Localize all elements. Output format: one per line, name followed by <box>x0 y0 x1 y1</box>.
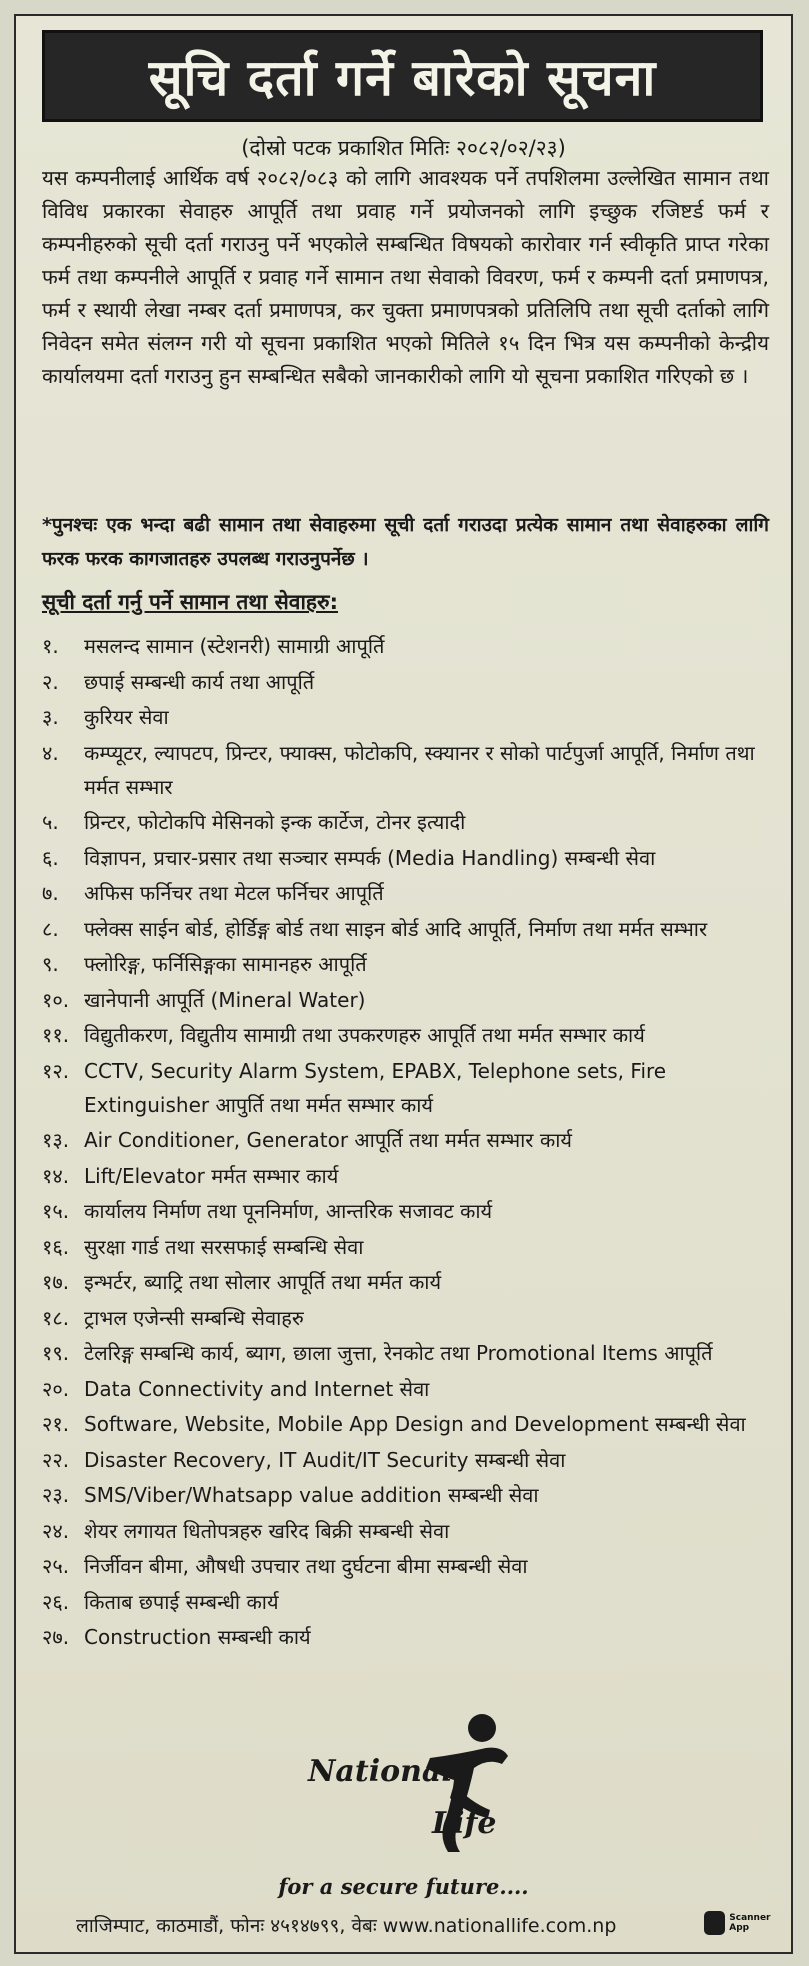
item-number: १. <box>42 634 59 658</box>
notice-page <box>14 14 793 1954</box>
item-text: किताब छपाई सम्बन्धी कार्य <box>84 1589 279 1614</box>
item-text: टेलरिङ्ग सम्बन्धि कार्य, ब्याग, छाला जुत्ता, रेनकोट तथा Promotional Items आपूर्ति <box>84 1341 713 1365</box>
item-number: ८. <box>42 916 59 941</box>
item-number: २. <box>42 669 59 694</box>
list-item <box>42 1514 769 1548</box>
item-text: Disaster Recovery, IT Audit/IT Security सम्बन्धी सेवा <box>84 1447 566 1472</box>
item-number: २६. <box>42 1589 70 1614</box>
scanner-app-icon <box>704 1911 725 1935</box>
item-text: शेयर लगायत धितोपत्रहरु खरिद बिक्री सम्बन्धी सेवा <box>84 1518 450 1543</box>
item-text: फ्लोरिङ्ग, फर्निसिङ्गका सामानहरु आपूर्ति <box>84 952 367 976</box>
list-item <box>42 700 769 734</box>
item-text: फ्लेक्स साईन बोर्ड, होर्डिङ्ग बोर्ड तथा साइन बोर्ड आदि आपूर्ति, निर्माण तथा मर्मत सम्भार <box>84 916 708 941</box>
item-number: ५. <box>42 810 59 834</box>
list-item <box>42 1194 769 1228</box>
item-number: २०. <box>42 1376 70 1401</box>
item-text: SMS/Viber/Whatsapp value addition सम्बन्धी सेवा <box>84 1483 539 1507</box>
item-text: अफिस फर्निचर तथा मेटल फर्निचर आपूर्ति <box>84 881 384 905</box>
list-item <box>42 912 769 946</box>
list-item <box>42 805 769 839</box>
list-item <box>42 665 769 699</box>
item-text: कुरियर सेवा <box>84 705 169 729</box>
item-number: ७. <box>42 881 59 905</box>
list-item <box>42 1123 769 1157</box>
list-item <box>42 1549 769 1583</box>
list-item <box>42 1018 769 1052</box>
item-number: १६. <box>42 1234 70 1259</box>
item-number: २३. <box>42 1483 70 1507</box>
list-item <box>42 841 769 875</box>
tagline: for a secure future.... <box>278 1874 529 1899</box>
item-text: छपाई सम्बन्धी कार्य तथा आपूर्ति <box>84 669 315 694</box>
logo-word-national: National <box>308 1754 453 1789</box>
publish-date: (दोस्रो पटक प्रकाशित मितिः २०८२/०२/२३) <box>241 136 566 160</box>
item-text: Data Connectivity and Internet सेवा <box>84 1376 430 1401</box>
item-number: १९. <box>42 1341 70 1365</box>
list-item <box>42 1443 769 1477</box>
list-item <box>42 736 769 804</box>
list-item <box>42 983 769 1017</box>
item-number: १०. <box>42 987 70 1012</box>
item-number: १२. <box>42 1058 70 1083</box>
item-number: १५. <box>42 1199 70 1223</box>
list-item <box>42 1407 769 1441</box>
item-text: विज्ञापन, प्रचार-प्रसार तथा सञ्चार सम्पर्क (Media Handling) सम्बन्धी सेवा <box>84 845 656 870</box>
item-number: ११. <box>42 1023 70 1047</box>
notice-title: सूचि दर्ता गर्ने बारेको सूचना <box>148 49 657 107</box>
item-number: ४. <box>42 740 59 765</box>
list-item <box>42 876 769 910</box>
item-number: ३. <box>42 705 59 729</box>
items-list <box>42 629 769 1656</box>
list-item <box>42 1372 769 1406</box>
list-item <box>42 1478 769 1512</box>
item-number: १४. <box>42 1163 70 1188</box>
item-text: सुरक्षा गार्ड तथा सरसफाई सम्बन्धि सेवा <box>84 1234 364 1259</box>
list-item <box>42 1620 769 1654</box>
item-text: खानेपानी आपूर्ति (Mineral Water) <box>84 987 366 1012</box>
item-text: कार्यालय निर्माण तथा पूननिर्माण, आन्तरिक सजावट कार्य <box>84 1199 493 1223</box>
item-number: २७. <box>42 1625 70 1649</box>
item-number: १३. <box>42 1128 70 1152</box>
list-item <box>42 947 769 981</box>
item-text: Construction सम्बन्धी कार्य <box>84 1625 311 1649</box>
item-text: Software, Website, Mobile App Design and Development सम्बन्धी सेवा <box>84 1412 746 1436</box>
item-text: CCTV, Security Alarm System, EPABX, Telephone sets, Fire Extinguisher आपुर्ति तथा मर्मत सम्भार कार्य <box>84 1058 667 1117</box>
item-text: Air Conditioner, Generator आपूर्ति तथा मर्मत सम्भार कार्य <box>84 1128 572 1152</box>
item-text: विद्युतीकरण, विद्युतीय सामाग्री तथा उपकरणहरु आपूर्ति तथा मर्मत सम्भार कार्य <box>84 1023 645 1047</box>
list-item <box>42 629 769 663</box>
notice-postscript: *पुनश्चः एक भन्दा बढी सामान तथा सेवाहरुमा सूची दर्ता गराउदा प्रत्येक सामान तथा सेवाहरुका लागि फरक फरक कागजातहरु उपलब्ध गराउनुपर्नेछ । <box>42 514 769 570</box>
title-banner <box>42 30 763 122</box>
list-item <box>42 1301 769 1335</box>
item-text: ट्राभल एजेन्सी सम्बन्धि सेवाहरु <box>84 1305 304 1330</box>
item-number: १८. <box>42 1305 70 1330</box>
item-text: मसलन्द सामान (स्टेशनरी) सामाग्री आपूर्ति <box>84 634 385 658</box>
logo-word-life: Life <box>432 1806 497 1841</box>
national-life-logo <box>300 1706 540 1870</box>
list-item <box>42 1265 769 1299</box>
item-number: ९. <box>42 952 59 976</box>
item-number: २५. <box>42 1554 70 1578</box>
list-item <box>42 1054 769 1122</box>
list-item <box>42 1230 769 1264</box>
list-item <box>42 1159 769 1193</box>
item-text: प्रिन्टर, फोटोकपि मेसिनको इन्क कार्टेज, टोनर इत्यादी <box>84 810 466 834</box>
item-number: २२. <box>42 1447 70 1472</box>
item-text: कम्प्यूटर, ल्यापटप, प्रिन्टर, फ्याक्स, फोटोकपि, स्क्यानर र सोको पार्टपुर्जा आपूर्ति, निर्माण तथा मर्मत सम्भार <box>84 740 755 799</box>
list-item <box>42 1336 769 1370</box>
scanner-app-label: Scanner App <box>729 1913 771 1933</box>
item-number: ६. <box>42 845 59 870</box>
scanner-app-badge <box>704 1904 778 1942</box>
item-text: निर्जीवन बीमा, औषधी उपचार तथा दुर्घटना बीमा सम्बन्धी सेवा <box>84 1554 528 1578</box>
item-text: Lift/Elevator मर्मत सम्भार कार्य <box>84 1163 339 1188</box>
list-item <box>42 1585 769 1619</box>
item-number: २४. <box>42 1518 70 1543</box>
item-number: २१. <box>42 1412 70 1436</box>
items-list-heading: सूची दर्ता गर्नु पर्ने सामान तथा सेवाहरु: <box>42 590 338 614</box>
notice-body: यस कम्पनीलाई आर्थिक वर्ष २०८२/०८३ को लागि आवश्यक पर्ने तपशिलमा उल्लेखित सामान तथा विविध प्रकारका सेवाहरु आपूर्ति तथा प्रवाह गर्ने प्रयोजनको लागि इच्छुक रजिष्टर्ड फर्म र कम्पनीहरुको सूची दर्ता गराउनु पर्ने भएकोले सम्बन्धित विषयको कारोवार गर्न स्वीकृति प्राप्त गरेका फर्म तथा कम्पनीले आपूर्ति र प्रवाह गर्ने सामान तथा सेवाको विवरण, फर्म र कम्पनी दर्ता प्रमाणपत्र, फर्म र स्थायी लेखा नम्बर दर्ता प्रमाणपत्र, कर चुक्ता प्रमाणपत्रको प्रतिलिपि तथा सूची दर्ताको लागि निवेदन समेत संलग्न गरी यो सूचना प्रकाशित भएको मितिले १५ दिन भित्र यस कम्पनीको केन्द्रीय कार्यालयमा दर्ता गराउनु हुन सम्बन्धित सबैको जानकारीको लागि यो सूचना प्रकाशित गरिएको छ । <box>42 166 769 388</box>
item-text: इन्भर्टर, ब्याट्रि तथा सोलार आपूर्ति तथा मर्मत कार्य <box>84 1270 442 1294</box>
item-number: १७. <box>42 1270 70 1294</box>
contact-line: लाजिम्पाट, काठमाडौं, फोनः ४५१४७९९, वेबः www.nationallife.com.np <box>76 1915 617 1937</box>
